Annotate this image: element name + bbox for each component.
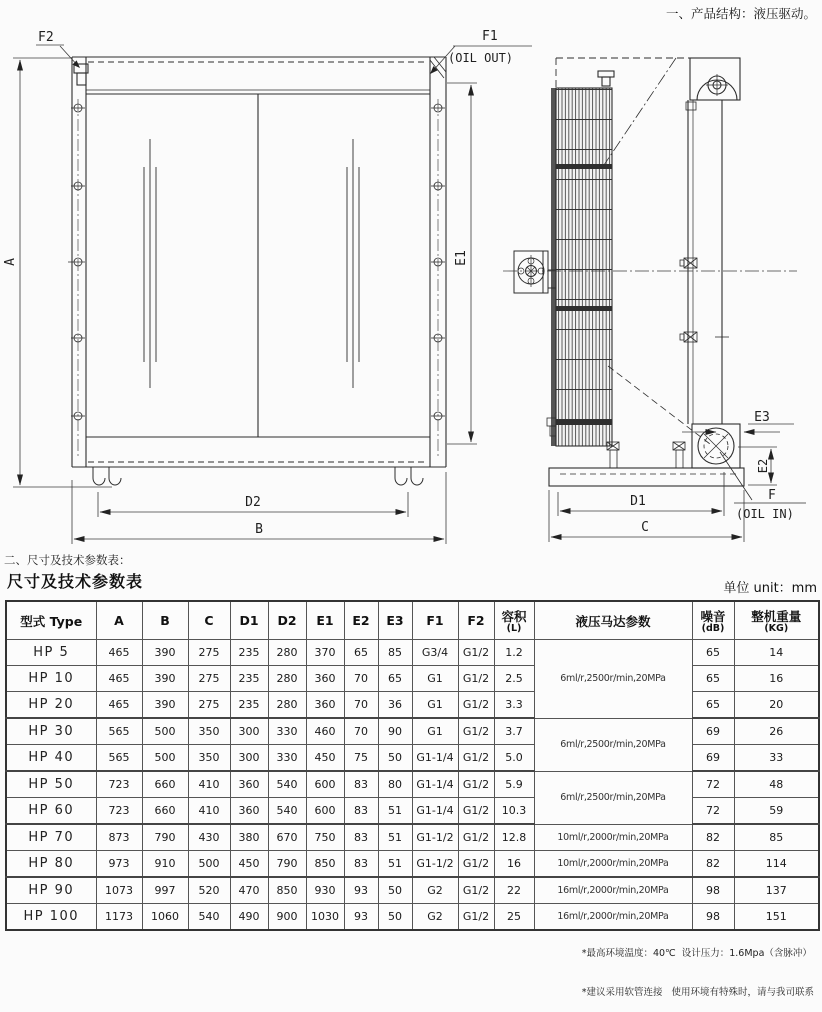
cell-type: HP 100 bbox=[6, 904, 96, 931]
cell-dim: G1/2 bbox=[458, 718, 494, 745]
col-header-2 bbox=[142, 601, 188, 640]
cell-motor-params: 16ml/r,2000r/min,20MPa bbox=[534, 904, 692, 931]
cell-dim: 390 bbox=[142, 692, 188, 719]
cell-dim: 70 bbox=[344, 692, 378, 719]
section2-title: 二、尺寸及技术参数表： bbox=[4, 553, 131, 567]
cell-dim: G1-1/4 bbox=[412, 745, 458, 772]
cell-dim: 235 bbox=[230, 666, 268, 692]
cell-noise: 72 bbox=[692, 798, 734, 825]
cell-dim: G1-1/4 bbox=[412, 798, 458, 825]
col-header-label: B bbox=[160, 613, 170, 628]
spec-table-head bbox=[6, 601, 819, 640]
cell-dim: 65 bbox=[344, 640, 378, 666]
cell-dim: G1-1/2 bbox=[412, 851, 458, 878]
cell-dim: 300 bbox=[230, 718, 268, 745]
col-header-label: 容积 bbox=[501, 609, 527, 624]
cell-dim: 850 bbox=[306, 851, 344, 878]
cell-dim: 500 bbox=[142, 745, 188, 772]
cell-dim: 22 bbox=[494, 877, 534, 904]
cell-dim: 390 bbox=[142, 640, 188, 666]
table-row bbox=[6, 771, 819, 798]
cell-noise: 98 bbox=[692, 877, 734, 904]
cell-noise: 65 bbox=[692, 640, 734, 666]
cell-noise: 69 bbox=[692, 718, 734, 745]
front-view-dimensions bbox=[13, 45, 532, 544]
cell-dim: 65 bbox=[378, 666, 412, 692]
col-header-13 bbox=[692, 601, 734, 640]
cell-type: HP 40 bbox=[6, 745, 96, 772]
cell-dim: 723 bbox=[96, 771, 142, 798]
oil-in-label: (OIL IN) bbox=[736, 507, 794, 521]
cell-dim: 723 bbox=[96, 798, 142, 825]
cell-dim: 93 bbox=[344, 877, 378, 904]
cell-dim: 410 bbox=[188, 798, 230, 825]
cell-dim: 360 bbox=[306, 692, 344, 719]
cell-dim: 910 bbox=[142, 851, 188, 878]
cell-dim: 5.0 bbox=[494, 745, 534, 772]
cell-dim: 1173 bbox=[96, 904, 142, 931]
cell-dim: 51 bbox=[378, 851, 412, 878]
col-header-0 bbox=[6, 601, 96, 640]
cell-dim: 465 bbox=[96, 692, 142, 719]
col-header-label: 整机重量 bbox=[751, 609, 802, 624]
spec-table-body bbox=[6, 640, 819, 931]
col-header-sublabel: (dB) bbox=[701, 623, 725, 634]
cell-noise: 69 bbox=[692, 745, 734, 772]
cell-dim: G2 bbox=[412, 877, 458, 904]
cell-dim: G1/2 bbox=[458, 877, 494, 904]
cell-dim: 490 bbox=[230, 904, 268, 931]
col-header-10 bbox=[458, 601, 494, 640]
cell-dim: 235 bbox=[230, 692, 268, 719]
cell-type: HP 80 bbox=[6, 851, 96, 878]
cell-dim: 2.5 bbox=[494, 666, 534, 692]
col-header-11 bbox=[494, 601, 534, 640]
oil-in-port bbox=[692, 424, 740, 468]
cell-dim: G1 bbox=[412, 692, 458, 719]
cell-dim: 330 bbox=[268, 745, 306, 772]
oil-out-label: (OIL OUT) bbox=[448, 51, 514, 65]
cell-dim: 360 bbox=[306, 666, 344, 692]
hydraulic-motor bbox=[514, 251, 556, 293]
cell-weight: 33 bbox=[734, 745, 819, 772]
cell-motor-params: 10ml/r,2000r/min,20MPa bbox=[534, 824, 692, 851]
cell-noise: 82 bbox=[692, 824, 734, 851]
dim-c-label: C bbox=[641, 520, 649, 535]
col-header-label: F1 bbox=[426, 613, 444, 628]
cell-dim: 275 bbox=[188, 692, 230, 719]
cell-weight: 59 bbox=[734, 798, 819, 825]
col-header-label: D1 bbox=[239, 613, 259, 628]
mounting-feet bbox=[93, 467, 423, 485]
dim-f2-label: F2 bbox=[38, 30, 54, 45]
col-header-label: 型式 Type bbox=[20, 613, 83, 629]
table-row bbox=[6, 877, 819, 904]
cell-dim: 83 bbox=[344, 771, 378, 798]
cell-dim: 470 bbox=[230, 877, 268, 904]
cell-dim: G1/2 bbox=[458, 640, 494, 666]
cell-type: HP 50 bbox=[6, 771, 96, 798]
cell-dim: 660 bbox=[142, 798, 188, 825]
cell-dim: 500 bbox=[188, 851, 230, 878]
cell-dim: 3.3 bbox=[494, 692, 534, 719]
cell-dim: 600 bbox=[306, 798, 344, 825]
cell-dim: G1-1/2 bbox=[412, 824, 458, 851]
cell-dim: 85 bbox=[378, 640, 412, 666]
col-header-3 bbox=[188, 601, 230, 640]
table-row bbox=[6, 798, 819, 825]
cell-noise: 65 bbox=[692, 692, 734, 719]
cell-dim: 3.7 bbox=[494, 718, 534, 745]
side-view bbox=[514, 58, 806, 503]
cell-dim: 360 bbox=[230, 798, 268, 825]
cell-weight: 16 bbox=[734, 666, 819, 692]
cell-dim: 900 bbox=[268, 904, 306, 931]
cell-dim: 1030 bbox=[306, 904, 344, 931]
cell-dim: 930 bbox=[306, 877, 344, 904]
cell-weight: 48 bbox=[734, 771, 819, 798]
cell-dim: 360 bbox=[230, 771, 268, 798]
cell-dim: 90 bbox=[378, 718, 412, 745]
cell-dim: 850 bbox=[268, 877, 306, 904]
cell-motor-params: 10ml/r,2000r/min,20MPa bbox=[534, 851, 692, 878]
cell-dim: 997 bbox=[142, 877, 188, 904]
cell-weight: 151 bbox=[734, 904, 819, 931]
cell-dim: 83 bbox=[344, 851, 378, 878]
cell-dim: 450 bbox=[306, 745, 344, 772]
cell-dim: 600 bbox=[306, 771, 344, 798]
cell-dim: 280 bbox=[268, 640, 306, 666]
cell-dim: G1 bbox=[412, 718, 458, 745]
footnote-line: *最高环境温度：40℃ 设计压力：1.6Mpa（含脉冲） bbox=[581, 948, 812, 959]
table-row bbox=[6, 718, 819, 745]
dim-f1-label: F1 bbox=[482, 29, 498, 44]
cell-dim: G1/2 bbox=[458, 798, 494, 825]
cell-dim: G1/2 bbox=[458, 824, 494, 851]
cell-dim: G2 bbox=[412, 904, 458, 931]
unit-label: 单位 unit：mm bbox=[723, 581, 817, 596]
cell-dim: 390 bbox=[142, 666, 188, 692]
cell-dim: 670 bbox=[268, 824, 306, 851]
cell-dim: 370 bbox=[306, 640, 344, 666]
col-header-1 bbox=[96, 601, 142, 640]
cell-dim: 5.9 bbox=[494, 771, 534, 798]
table-title: 尺寸及技术参数表 bbox=[7, 572, 144, 591]
frame-bolts bbox=[68, 99, 445, 459]
cell-dim: 80 bbox=[378, 771, 412, 798]
footnotes bbox=[582, 921, 814, 1012]
cell-dim: 790 bbox=[268, 851, 306, 878]
cell-dim: 540 bbox=[268, 771, 306, 798]
cell-dim: G1/2 bbox=[458, 904, 494, 931]
cell-dim: 465 bbox=[96, 666, 142, 692]
col-header-7 bbox=[344, 601, 378, 640]
cell-motor-params: 6ml/r,2500r/min,20MPa bbox=[534, 718, 692, 771]
cell-dim: 51 bbox=[378, 824, 412, 851]
col-header-sublabel: (KG) bbox=[764, 623, 789, 634]
cell-dim: 83 bbox=[344, 824, 378, 851]
cell-dim: G1/2 bbox=[458, 666, 494, 692]
cell-weight: 114 bbox=[734, 851, 819, 878]
cell-noise: 82 bbox=[692, 851, 734, 878]
dim-d2-label: D2 bbox=[245, 495, 261, 510]
dim-e1-label: E1 bbox=[454, 250, 469, 266]
cell-dim: 540 bbox=[188, 904, 230, 931]
cell-dim: 300 bbox=[230, 745, 268, 772]
cell-type: HP 30 bbox=[6, 718, 96, 745]
cell-dim: 750 bbox=[306, 824, 344, 851]
col-header-8 bbox=[378, 601, 412, 640]
cell-dim: 75 bbox=[344, 745, 378, 772]
cell-dim: 280 bbox=[268, 692, 306, 719]
table-row bbox=[6, 640, 819, 666]
front-view bbox=[68, 57, 446, 485]
cell-dim: 330 bbox=[268, 718, 306, 745]
cell-dim: 70 bbox=[344, 666, 378, 692]
col-header-label: F2 bbox=[467, 613, 485, 628]
cell-dim: 280 bbox=[268, 666, 306, 692]
cell-dim: G1/2 bbox=[458, 692, 494, 719]
cell-type: HP 20 bbox=[6, 692, 96, 719]
cell-weight: 137 bbox=[734, 877, 819, 904]
footnote-line: *建议采用软管连接 使用环境有特殊时，请与我司联系 bbox=[581, 987, 814, 998]
cell-motor-params: 6ml/r,2500r/min,20MPa bbox=[534, 771, 692, 824]
cell-dim: 50 bbox=[378, 904, 412, 931]
col-header-6 bbox=[306, 601, 344, 640]
cell-weight: 85 bbox=[734, 824, 819, 851]
cell-dim: 25 bbox=[494, 904, 534, 931]
cell-dim: 790 bbox=[142, 824, 188, 851]
cell-type: HP 60 bbox=[6, 798, 96, 825]
cell-weight: 20 bbox=[734, 692, 819, 719]
table-row bbox=[6, 851, 819, 878]
cell-dim: 93 bbox=[344, 904, 378, 931]
cell-dim: 36 bbox=[378, 692, 412, 719]
col-header-14 bbox=[734, 601, 819, 640]
cell-dim: G3/4 bbox=[412, 640, 458, 666]
col-header-5 bbox=[268, 601, 306, 640]
col-header-sublabel: (L) bbox=[506, 623, 522, 634]
cell-dim: 275 bbox=[188, 640, 230, 666]
cell-dim: 50 bbox=[378, 877, 412, 904]
cell-dim: 565 bbox=[96, 745, 142, 772]
col-header-label: E3 bbox=[386, 613, 404, 628]
cell-dim: 520 bbox=[188, 877, 230, 904]
cell-dim: 450 bbox=[230, 851, 268, 878]
cell-dim: 70 bbox=[344, 718, 378, 745]
cell-dim: 1.2 bbox=[494, 640, 534, 666]
cell-dim: 873 bbox=[96, 824, 142, 851]
cell-dim: G1 bbox=[412, 666, 458, 692]
cell-dim: 660 bbox=[142, 771, 188, 798]
dim-e3-label: E3 bbox=[754, 410, 770, 425]
cell-dim: 565 bbox=[96, 718, 142, 745]
cell-dim: G1-1/4 bbox=[412, 771, 458, 798]
cell-dim: 50 bbox=[378, 745, 412, 772]
cell-dim: 465 bbox=[96, 640, 142, 666]
dim-d1-label: D1 bbox=[630, 494, 646, 509]
cell-dim: 410 bbox=[188, 771, 230, 798]
cell-dim: 235 bbox=[230, 640, 268, 666]
col-header-9 bbox=[412, 601, 458, 640]
col-header-label: C bbox=[204, 613, 214, 628]
cell-type: HP 10 bbox=[6, 666, 96, 692]
cell-dim: 16 bbox=[494, 851, 534, 878]
table-row bbox=[6, 692, 819, 719]
spec-table bbox=[5, 600, 820, 931]
col-header-12 bbox=[534, 601, 692, 640]
cell-dim: 540 bbox=[268, 798, 306, 825]
cell-dim: G1/2 bbox=[458, 851, 494, 878]
cell-dim: 275 bbox=[188, 666, 230, 692]
cell-dim: 500 bbox=[142, 718, 188, 745]
cell-dim: 83 bbox=[344, 798, 378, 825]
cell-dim: 460 bbox=[306, 718, 344, 745]
cell-motor-params: 16ml/r,2000r/min,20MPa bbox=[534, 877, 692, 904]
cell-dim: 350 bbox=[188, 718, 230, 745]
cell-dim: G1/2 bbox=[458, 745, 494, 772]
cell-type: HP 5 bbox=[6, 640, 96, 666]
cell-type: HP 70 bbox=[6, 824, 96, 851]
table-row bbox=[6, 824, 819, 851]
cell-motor-params: 6ml/r,2500r/min,20MPa bbox=[534, 640, 692, 719]
dim-a-label: A bbox=[3, 258, 18, 266]
col-header-label: A bbox=[114, 613, 124, 628]
table-row bbox=[6, 666, 819, 692]
col-header-4 bbox=[230, 601, 268, 640]
cell-dim: 10.3 bbox=[494, 798, 534, 825]
cell-noise: 98 bbox=[692, 904, 734, 931]
cell-noise: 72 bbox=[692, 771, 734, 798]
cell-dim: 380 bbox=[230, 824, 268, 851]
table-row bbox=[6, 745, 819, 772]
dim-f-label: F bbox=[768, 488, 776, 503]
cell-dim: 430 bbox=[188, 824, 230, 851]
cell-dim: 973 bbox=[96, 851, 142, 878]
col-header-label: E1 bbox=[316, 613, 334, 628]
cell-dim: 12.8 bbox=[494, 824, 534, 851]
dim-b-label: B bbox=[255, 522, 263, 537]
cell-dim: 1073 bbox=[96, 877, 142, 904]
cell-weight: 26 bbox=[734, 718, 819, 745]
cell-weight: 14 bbox=[734, 640, 819, 666]
cell-dim: G1/2 bbox=[458, 771, 494, 798]
section1-title: 一、产品结构：液压驱动。 bbox=[665, 6, 816, 21]
col-header-label: E2 bbox=[352, 613, 370, 628]
cell-dim: 51 bbox=[378, 798, 412, 825]
col-header-label: 噪音 bbox=[700, 609, 726, 624]
cell-noise: 65 bbox=[692, 666, 734, 692]
col-header-label: D2 bbox=[277, 613, 297, 628]
dim-e2-label: E2 bbox=[756, 458, 770, 474]
col-header-label: 液压马达参数 bbox=[575, 613, 651, 629]
cell-dim: 350 bbox=[188, 745, 230, 772]
cell-dim: 1060 bbox=[142, 904, 188, 931]
cell-type: HP 90 bbox=[6, 877, 96, 904]
